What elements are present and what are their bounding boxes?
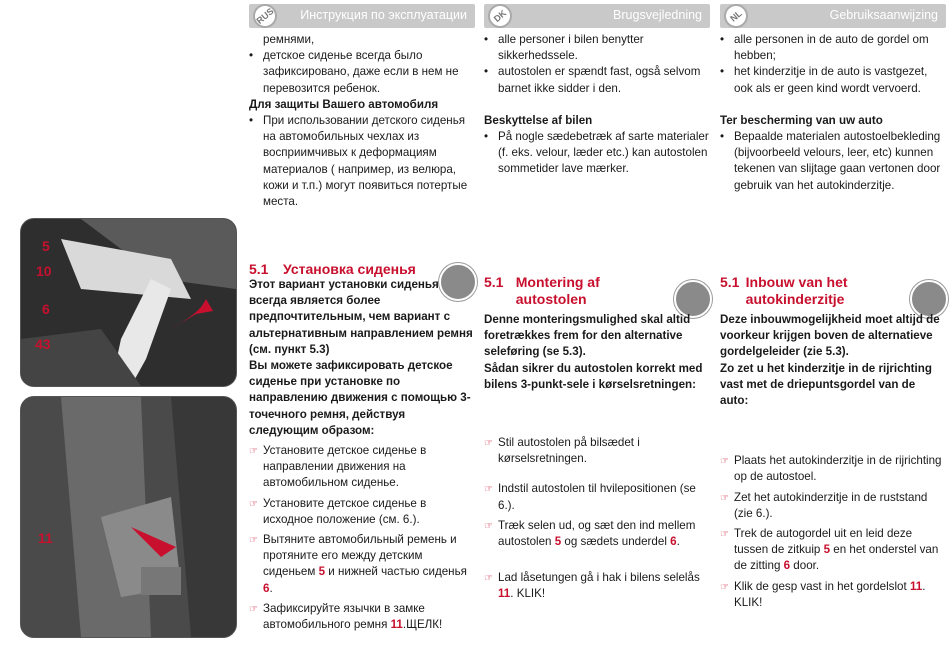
- nl-step3: ☞ Trek de autogordel uit en leid deze tussen de zitkuip 5 en het onderstel van de zitting 6 door.: [720, 527, 939, 573]
- dk-top-bullet2: • autostolen er spændt fast, også selvom barnet ikke sidder i den.: [484, 64, 710, 96]
- step-arrow-icon: ☞: [720, 492, 729, 504]
- callout-43: 43: [35, 336, 51, 352]
- section-number: 5.1: [484, 274, 504, 290]
- dk-protect-heading: Beskyttelse af bilen: [484, 113, 593, 127]
- nl-protect-heading: Ter bescherming van uw auto: [720, 113, 883, 127]
- callout-5: 5: [42, 238, 50, 254]
- callout-6: 6: [42, 301, 50, 317]
- section-title: Установка сиденья: [283, 261, 416, 277]
- step-arrow-icon: ☞: [484, 438, 493, 450]
- rus-top-bullet: • детское сиденье всегда было зафиксировано, даже если в нем не перевозится ребенок.: [249, 48, 474, 97]
- step-arrow-icon: ☞: [249, 535, 258, 547]
- photo-belt-routing: [20, 218, 237, 387]
- nl-step2: ☞ Zet het autokinderzitje in de ruststand (zie 6.).: [720, 490, 928, 520]
- callout-10: 10: [36, 263, 52, 279]
- dk-top: [484, 32, 710, 178]
- step-arrow-icon: ☞: [720, 529, 729, 541]
- rus-step1: ☞ Установите детское сиденье в направлении движения на автомобильном сиденье.: [249, 444, 427, 490]
- dk-step1: ☞ Stil autostolen på bilsædet i kørselsretningen.: [484, 436, 640, 466]
- rus-step2: ☞ Установите детское сиденье в исходное положение (см. 6.).: [249, 496, 427, 526]
- nl-top-bullet2: • het kinderzitje in de auto is vastgezet, ook als er geen kind wordt vervoerd.: [720, 64, 946, 96]
- rus-step4: ☞ Зафиксируйте язычки в замке автомобильного ремня 11.ЩЕЛК!: [249, 601, 443, 632]
- header-title: Brugsvejledning: [613, 8, 702, 22]
- step-arrow-icon: ☞: [484, 484, 493, 496]
- section-title: Montering af autostolen: [515, 274, 600, 307]
- dk-section-title: [484, 274, 664, 308]
- language-badge: DK: [483, 0, 517, 33]
- language-badge: NL: [719, 0, 753, 33]
- rus-intro2: Вы можете зафиксировать детское сиденье при установке по направлению движения с помощью 3-точечного ремня, действуя следующим образом:: [249, 359, 471, 437]
- rus-protect-heading: Для защиты Вашего автомобиля: [249, 97, 439, 111]
- nl-intro2: Zo zet u het kinderzitje in de rijrichting vast met de driepuntsgordel van de auto:: [720, 361, 932, 408]
- step-arrow-icon: ☞: [484, 520, 493, 532]
- photo-buckle: [20, 396, 237, 638]
- nl-intro1: Deze inbouwmogelijkheid moet altijd de voorkeur krijgen boven de alternatieve gordelgeleider (zie 5.3).: [720, 313, 940, 359]
- nl-top-bullet1: • alle personen in de auto de gordel om hebben;: [720, 32, 946, 64]
- step-arrow-icon: ☞: [484, 573, 493, 585]
- dk-top-bullet1: • alle personer i bilen benytter sikkerhedssele.: [484, 32, 710, 64]
- nl-body: [720, 312, 946, 611]
- language-badge: RUS: [248, 0, 282, 33]
- dk-protect-bullet: • På nogle sædebetræk af sarte materialer (f. eks. velour, læder etc.) kan autostolen sommetider lave mærker.: [484, 129, 710, 178]
- section-number: 5.1: [720, 274, 740, 290]
- callout-11: 11: [38, 530, 53, 546]
- header-rus: [249, 4, 475, 28]
- step-arrow-icon: ☞: [720, 456, 729, 468]
- step-arrow-icon: ☞: [249, 498, 258, 510]
- photo-illustration: [21, 219, 236, 386]
- header-title: Инструкция по эксплуатации: [300, 8, 467, 22]
- header-title: Gebruiksaanwijzing: [829, 8, 938, 22]
- nl-step4: ☞ Klik de gesp vast in het gordelslot 11. KLIK!: [720, 579, 926, 609]
- nl-top: [720, 32, 946, 194]
- header-dk: [484, 4, 710, 28]
- rus-body: [249, 277, 474, 633]
- step-arrow-icon: ☞: [720, 581, 729, 593]
- dk-step3: ☞ Træk selen ud, og sæt den ind mellem autostolen 5 og sædets underdel 6.: [484, 518, 696, 549]
- step-arrow-icon: ☞: [249, 603, 258, 615]
- header-nl: [720, 4, 946, 28]
- nl-protect-bullet: • Bepaalde materialen autostoelbekleding (bijvoorbeeld velours, leer, etc) kunnen tekenen van slijtage gaan vertonen door gebruik van het autokinderzitje.: [720, 129, 946, 194]
- dk-step2: ☞ Indstil autostolen til hvilepositionen (se 6.).: [484, 482, 696, 512]
- rus-top-cont: ремнями,: [263, 33, 315, 46]
- rus-step3: ☞ Вытяните автомобильный ремень и протяните его между детским сиденьем 5 и нижней частью сиденья 6.: [249, 533, 467, 595]
- dk-intro2: Sådan sikrer du autostolen korrekt med bilens 3-punkt-sele i kørselsretningen:: [484, 361, 703, 391]
- step-arrow-icon: ☞: [249, 446, 258, 458]
- rus-intro1: Этот вариант установки сиденья всегда является более предпочтительным, чем вариант с альтернативным направлением ремня (см. пункт 5.3): [249, 278, 473, 356]
- rus-top: [249, 32, 474, 210]
- dk-step4: ☞ Lad låsetungen gå i hak i bilens selelås 11. KLIK!: [484, 571, 700, 601]
- rus-protect-bullet: • При использовании детского сиденья на автомобильных чехлах из восприимчивых к деформациям материалов ( например, из велюра, кожи и т.п.) могут появиться потертые места.: [249, 113, 474, 210]
- nl-section-title: [720, 274, 900, 308]
- dk-body: [484, 312, 710, 603]
- dk-intro1: Denne monteringsmulighed skal altid foretrækkes frem for den alternative seleføring (se 5.3).: [484, 313, 691, 359]
- nl-step1: ☞ Plaats het autokinderzitje in de rijrichting op de autostoel.: [720, 454, 942, 484]
- section-title: Inbouw van het autokinderzitje: [745, 274, 848, 307]
- section-number: 5.1: [249, 261, 269, 277]
- rus-section-title: [249, 261, 439, 278]
- photo-illustration: [21, 397, 236, 637]
